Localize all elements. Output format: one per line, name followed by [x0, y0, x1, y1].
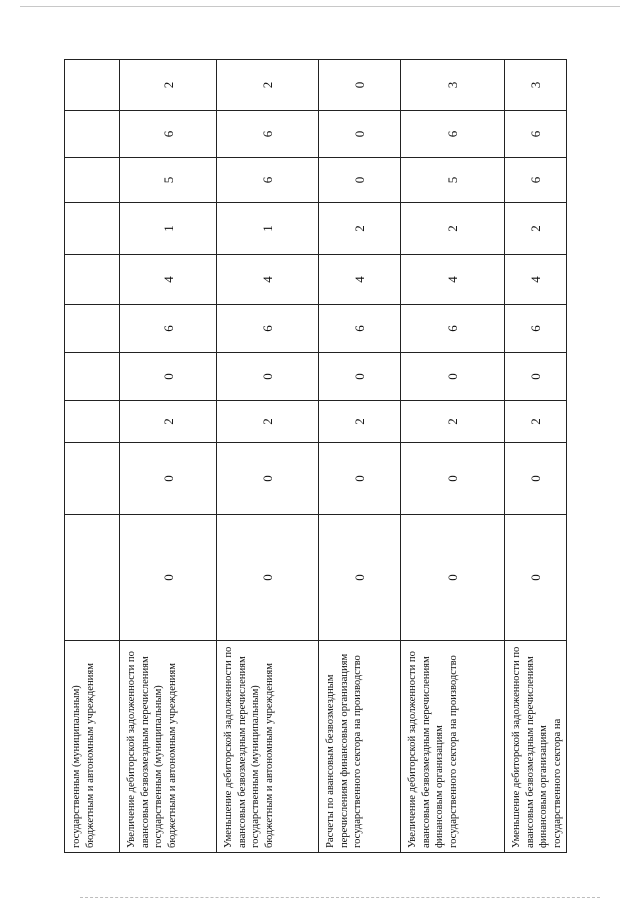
value-cell: 0: [401, 515, 505, 641]
value-cell: [65, 401, 120, 443]
value-cell: 0: [319, 515, 401, 641]
account-codes-table: [64, 59, 567, 853]
value-cell: 6: [217, 305, 319, 353]
value-cell: 2: [505, 401, 567, 443]
value-cell: [65, 111, 120, 158]
table-row: [120, 60, 217, 853]
table-row: [401, 60, 505, 853]
value-cell: 0: [319, 443, 401, 515]
value-cell: 6: [120, 305, 217, 353]
rotated-table-page: [64, 60, 563, 853]
row-description: Уменьшение дебиторской задолженности по авансовым безвозмездным перечислениям финансовым организациям государственного сектора на: [505, 641, 567, 853]
value-cell: 0: [120, 515, 217, 641]
row-description: Расчеты по авансовым безвозмездным перечислениям финансовым организациям государственного сектора на производство: [319, 641, 401, 853]
value-cell: 2: [217, 401, 319, 443]
table-row: [217, 60, 319, 853]
value-cell: 0: [319, 111, 401, 158]
value-cell: 2: [120, 401, 217, 443]
value-cell: 2: [505, 203, 567, 255]
value-cell: 6: [319, 305, 401, 353]
value-cell: 0: [120, 443, 217, 515]
value-cell: [65, 353, 120, 401]
value-cell: 4: [319, 255, 401, 305]
value-cell: [65, 203, 120, 255]
value-cell: 1: [217, 203, 319, 255]
value-cell: 4: [217, 255, 319, 305]
table-row: [65, 60, 120, 853]
value-cell: 6: [505, 111, 567, 158]
value-cell: 0: [505, 353, 567, 401]
value-cell: 2: [319, 401, 401, 443]
value-cell: 2: [401, 203, 505, 255]
value-cell: 6: [401, 111, 505, 158]
value-cell: 0: [217, 443, 319, 515]
row-description: Увеличение дебиторской задолженности по авансовым безвозмездным перечислениям финансовым организациям государственного сектора на производство: [401, 641, 505, 853]
value-cell: [65, 158, 120, 203]
value-cell: 6: [401, 305, 505, 353]
value-cell: 6: [217, 111, 319, 158]
row-description: Увеличение дебиторской задолженности по авансовым безвозмездным перечислениям государственным (муниципальным) бюджетным и автономным учреждениям: [120, 641, 217, 853]
value-cell: 3: [505, 60, 567, 111]
scan-edge-top: [20, 6, 620, 7]
value-cell: 1: [120, 203, 217, 255]
value-cell: 0: [319, 353, 401, 401]
table-row: [319, 60, 401, 853]
row-description: Уменьшение дебиторской задолженности по авансовым безвозмездным перечислениям государственным (муниципальным) бюджетным и автономным учреждениям: [217, 641, 319, 853]
table-row: [505, 60, 567, 853]
value-cell: 6: [505, 158, 567, 203]
value-cell: 5: [401, 158, 505, 203]
value-cell: 2: [319, 203, 401, 255]
row-description: государственным (муниципальным) бюджетным и автономным учреждениям: [65, 641, 120, 853]
value-cell: 6: [217, 158, 319, 203]
scan-edge-bottom: [80, 897, 600, 898]
value-cell: 4: [401, 255, 505, 305]
value-cell: 0: [217, 515, 319, 641]
value-cell: 2: [217, 60, 319, 111]
value-cell: 6: [120, 111, 217, 158]
value-cell: [65, 60, 120, 111]
value-cell: 0: [319, 158, 401, 203]
value-cell: 4: [120, 255, 217, 305]
value-cell: [65, 305, 120, 353]
value-cell: 2: [401, 401, 505, 443]
value-cell: 5: [120, 158, 217, 203]
value-cell: 0: [505, 515, 567, 641]
value-cell: 0: [505, 443, 567, 515]
value-cell: [65, 515, 120, 641]
value-cell: 0: [120, 353, 217, 401]
value-cell: [65, 255, 120, 305]
value-cell: 0: [401, 443, 505, 515]
value-cell: 0: [217, 353, 319, 401]
value-cell: 0: [401, 353, 505, 401]
value-cell: 4: [505, 255, 567, 305]
value-cell: 3: [401, 60, 505, 111]
value-cell: [65, 443, 120, 515]
value-cell: 6: [505, 305, 567, 353]
value-cell: 2: [120, 60, 217, 111]
value-cell: 0: [319, 60, 401, 111]
